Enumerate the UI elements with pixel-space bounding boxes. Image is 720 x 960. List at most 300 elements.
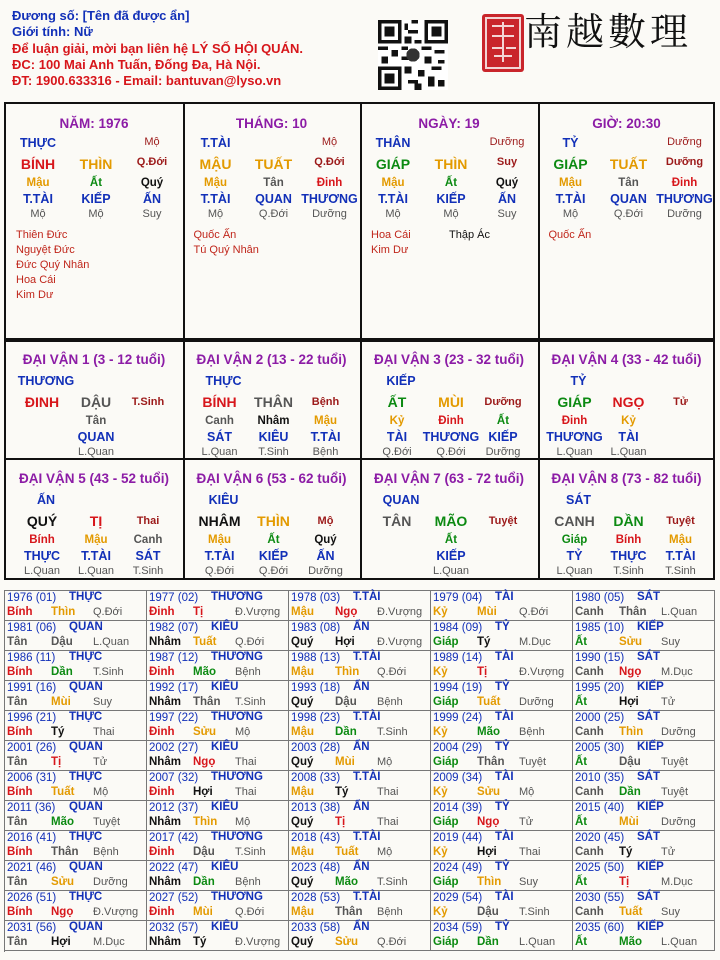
year-branch: Hợi [51,936,71,948]
dai-van-god: ẤN [36,493,56,507]
year-cell [147,801,289,831]
year-branch: Mão [51,816,74,828]
year-god: KIÊU [211,621,239,633]
year-branch: Mão [335,876,358,888]
year-stem: Ất [575,936,588,948]
year-state: Suy [661,636,680,648]
year-state: T.Sinh [377,876,408,888]
year-branch: Hợi [193,786,213,798]
year-branch: Mùi [335,756,355,768]
year-stem: Nhâm [149,876,181,888]
year-label: 1985 (10) [575,622,625,634]
year-state: Q.Đới [377,936,407,948]
year-state: Suy [93,696,112,708]
year-cell [289,801,431,831]
year-god: SÁT [637,771,660,783]
year-label: 2025 (50) [575,862,625,874]
year-cell [431,621,573,651]
year-stem: Quý [291,876,314,888]
life-state: Dưỡng [667,208,702,220]
year-cell [431,711,573,741]
life-state: T.Sinh [132,565,164,577]
year-state: Bệnh [93,846,119,858]
year-stem: Kỷ [433,906,448,918]
ten-god: T.TÀI [555,192,586,206]
year-branch: Sửu [51,876,75,888]
life-state: Mộ [443,208,459,220]
year-state: L.Quan [661,606,698,618]
year-branch: Thân [193,696,221,708]
year-cell [147,921,289,951]
year-state: M.Dục [661,666,693,678]
year-branch: Thìn [335,666,360,678]
year-label: 1980 (05) [575,592,625,604]
year-god: TỶ [495,621,510,633]
year-label: 2002 (27) [149,742,199,754]
dai-van-state: Tuyệt [666,515,695,527]
dai-van-title: ĐẠI VẬN 1 (3 - 12 tuổi) [22,352,166,367]
year-god: T.TÀI [353,891,381,903]
year-stem: Đinh [149,846,175,858]
dai-van-branch: NGỌ [612,394,645,410]
year-god: ẤN [353,801,370,813]
year-state: L.Quan [93,636,130,648]
year-cell [289,681,431,711]
year-god: QUAN [69,861,103,873]
year-label: 2035 (60) [575,922,625,934]
dai-van-god: KIÊU [208,493,239,507]
life-state: Mộ [88,208,104,220]
pillar-stem: BÍNH [20,156,56,172]
ten-god: KIẾP [436,192,466,206]
year-label: 1996 (21) [7,712,57,724]
life-state: Mộ [562,208,579,220]
special-star: Nguyệt Đức [16,244,75,256]
year-label: 1978 (03) [291,592,341,604]
year-god: SÁT [637,831,660,843]
year-branch: Dậu [335,696,357,708]
year-god: ẤN [353,621,370,633]
hidden-stem: Quý [314,534,337,546]
year-label: 1986 (11) [7,652,56,664]
pillar-title: NGÀY: 19 [418,116,480,131]
year-state: Mộ [93,786,109,798]
divider [183,104,185,338]
year-cell [147,621,289,651]
year-cell [289,861,431,891]
year-label: 1988 (13) [291,652,341,664]
year-state: Đ.Vượng [235,936,281,948]
year-cell [147,741,289,771]
ten-god: THỰC [610,549,647,563]
dai-van-branch: MÃO [434,513,468,529]
year-label: 2007 (32) [149,772,199,784]
year-stem: Bính [7,906,33,918]
year-label: 1989 (14) [433,652,483,664]
year-stem: Mậu [291,606,314,618]
hidden-stem: Đinh [561,415,588,427]
dai-van-branch: DẬU [80,394,112,410]
ten-god: ẤN [142,192,162,206]
year-branch: Thân [477,756,505,768]
hidden-stem: Ất [444,177,458,189]
year-state: Tử [661,696,676,708]
pillar-title: NĂM: 1976 [59,116,129,131]
year-god: SÁT [637,651,660,663]
year-cell [5,861,147,891]
year-branch: Tuất [477,696,501,708]
year-cell [431,801,573,831]
ten-god: SÁT [207,430,232,444]
divider [6,458,713,460]
year-state: Bệnh [377,696,403,708]
gender: Giới tính: Nữ [12,24,93,40]
hidden-stem: Mậu [669,534,692,546]
year-branch: Dần [619,786,641,798]
year-state: Tử [661,846,676,858]
pillar-top: TỶ [562,136,579,150]
year-god: KIẾP [637,921,664,933]
year-god: T.TÀI [353,831,381,843]
year-branch: Tị [619,876,630,888]
year-label: 2020 (45) [575,832,625,844]
pillar-top: Dưỡng [667,136,702,148]
year-god: KIẾP [637,741,664,753]
year-cell [573,771,715,801]
special-star: Hoa Cái [16,274,56,286]
divider [183,342,185,578]
pillar-top: Mộ [144,136,160,148]
life-state: Q.Đới [382,446,412,458]
year-stem: Tân [7,636,28,648]
year-label: 1982 (07) [149,622,199,634]
year-state: Mộ [519,786,535,798]
year-state: Suy [519,876,538,888]
year-cell [5,771,147,801]
year-state: Tuyệt [661,786,689,798]
hidden-stem: Mậu [559,177,582,189]
pillar-stem: Q.Đới [136,156,168,168]
year-stem: Kỷ [433,846,448,858]
year-state: Đ.Vượng [377,606,423,618]
year-label: 1991 (16) [7,682,57,694]
year-god: THƯƠNG [211,771,263,783]
year-branch: Mùi [477,606,497,618]
year-god: KIẾP [637,861,664,873]
life-state: Suy [497,208,517,220]
year-cell [573,711,715,741]
ten-god: THƯƠNG [301,192,358,206]
year-state: Tử [519,816,534,828]
year-label: 2014 (39) [433,802,483,814]
year-state: Bệnh [377,906,403,918]
pillar-stem: TUẤT [254,156,293,172]
phone-email-line: ĐT: 1900.633316 - Email: bantuvan@lyso.vn [12,73,282,89]
dai-van-title: ĐẠI VẬN 3 (23 - 32 tuổi) [373,352,525,367]
year-stem: Kỷ [433,786,448,798]
year-label: 1983 (08) [291,622,341,634]
ten-god: KIÊU [258,430,289,444]
year-god: TỶ [495,681,510,693]
hidden-stem: Mậu [26,177,50,189]
four-pillars-panel [4,102,715,340]
pillar-top: THỰC [19,136,57,150]
year-cell [5,711,147,741]
annual-luck-table [4,590,715,952]
special-star: Kim Dư [16,289,54,301]
pillar-stem: THÌN [434,156,468,172]
year-stem: Ất [575,816,588,828]
hidden-stem: Tân [618,177,639,189]
dai-van-god: THỰC [205,374,242,388]
year-label: 2032 (57) [149,922,199,934]
year-stem: Nhâm [149,756,181,768]
year-god: TỶ [495,921,510,933]
year-label: 2019 (44) [433,832,483,844]
header-info [12,8,372,89]
life-state: L.Quan [432,565,470,577]
year-branch: Tý [193,936,207,948]
ten-god: KIẾP [488,430,518,444]
year-label: 1999 (24) [433,712,483,724]
dai-van-branch: THÌN [257,513,290,529]
year-label: 2027 (52) [149,892,199,904]
life-state: Suy [142,208,162,220]
year-cell [431,861,573,891]
life-state: L.Quan [77,446,115,458]
life-state: Q.Đới [258,565,289,577]
year-state: Q.Đới [377,666,407,678]
year-god: ẤN [353,921,370,933]
ten-god: THỰC [23,549,61,563]
hidden-stem: Mậu [314,415,337,427]
year-branch: Mão [477,726,500,738]
hidden-stem: Ất [496,415,510,427]
year-god: THỰC [69,831,103,843]
year-branch: Tuất [193,636,217,648]
hidden-stem: Đinh [316,177,343,189]
year-stem: Bính [7,726,33,738]
year-state: T.Sinh [93,666,124,678]
year-state: Thai [519,846,541,858]
dai-van-god: SÁT [566,493,591,507]
year-state: M.Dục [93,936,125,948]
year-god: THƯƠNG [211,591,263,603]
year-god: THỰC [69,651,103,663]
year-cell [573,741,715,771]
year-stem: Quý [291,756,314,768]
year-stem: Bính [7,786,33,798]
pillar-stem: THÌN [79,156,113,172]
year-cell [431,831,573,861]
year-state: Suy [661,906,680,918]
pillar-stem: MẬU [199,156,232,172]
pillar-stem: Q.Đới [314,156,345,168]
year-cell [5,651,147,681]
year-cell [431,891,573,921]
life-state: Dưỡng [308,565,343,577]
life-state: L.Quan [201,446,238,458]
ten-god: T.TÀI [23,192,53,206]
hidden-stem: Mậu [381,177,405,189]
year-stem: Đinh [149,606,175,618]
year-cell [147,861,289,891]
year-state: Thai [377,816,399,828]
year-cell [289,771,431,801]
year-stem: Đinh [149,726,175,738]
year-state: Q.Đới [519,606,549,618]
year-label: 1990 (15) [575,652,625,664]
year-cell [573,651,715,681]
year-god: TÀI [495,771,514,783]
year-cell [5,831,147,861]
year-state: Tuyệt [519,756,547,768]
year-branch: Thìn [477,876,502,888]
year-label: 2030 (55) [575,892,625,904]
year-label: 2034 (59) [433,922,483,934]
year-stem: Nhâm [149,936,181,948]
dai-van-god: QUAN [382,493,420,507]
dai-van-title: ĐẠI VẬN 8 (73 - 82 tuổi) [551,471,702,486]
year-label: 1987 (12) [149,652,199,664]
year-label: 1993 (18) [291,682,341,694]
year-god: QUAN [69,921,103,933]
year-stem: Tân [7,816,28,828]
year-god: ẤN [353,681,370,693]
year-branch: Mão [193,666,216,678]
life-state: L.Quan [23,565,61,577]
year-branch: Thân [51,846,79,858]
year-state: Dưỡng [93,876,128,888]
life-state: L.Quan [610,446,647,458]
life-state: L.Quan [556,565,593,577]
year-cell [431,741,573,771]
year-cell [289,741,431,771]
year-stem: Canh [575,786,604,798]
year-god: T.TÀI [353,591,381,603]
year-branch: Dậu [51,636,73,648]
year-state: T.Sinh [235,696,266,708]
year-state: Mộ [235,816,251,828]
year-branch: Dần [51,666,73,678]
pillar-top: Dưỡng [489,136,525,148]
year-stem: Giáp [433,636,459,648]
year-god: KIÊU [211,741,239,753]
life-state: Dưỡng [485,446,521,458]
year-cell [573,621,715,651]
pillar-stem: GIÁP [553,156,588,172]
year-branch: Thân [619,606,647,618]
ten-god: QUAN [77,430,115,444]
year-branch: Hợi [477,846,497,858]
year-state: T.Sinh [519,906,550,918]
year-cell [573,891,715,921]
year-stem: Quý [291,816,314,828]
year-state: Bệnh [519,726,545,738]
divider [538,342,540,578]
year-stem: Ất [575,756,588,768]
year-branch: Tý [51,726,65,738]
life-state: Bệnh [312,446,339,458]
year-cell [573,831,715,861]
year-god: KIẾP [637,801,664,813]
year-god: TỶ [495,801,510,813]
ten-god: T.TÀI [310,430,341,444]
year-branch: Tuất [51,786,75,798]
year-branch: Thìn [193,816,218,828]
year-label: 2033 (58) [291,922,341,934]
year-state: Thai [235,756,257,768]
year-stem: Bính [7,666,33,678]
year-label: 2006 (31) [7,772,57,784]
life-state: Dưỡng [312,208,347,220]
year-branch: Dậu [619,756,641,768]
year-god: THƯƠNG [211,891,263,903]
year-god: TÀI [495,591,514,603]
year-label: 2008 (33) [291,772,341,784]
year-cell [147,771,289,801]
divider [538,104,540,338]
year-stem: Quý [291,696,314,708]
year-cell [5,801,147,831]
year-branch: Tý [477,636,491,648]
year-stem: Quý [291,936,314,948]
year-branch: Tị [477,666,488,678]
year-stem: Mậu [291,786,314,798]
hidden-stem: Quý [495,177,519,189]
hidden-stem: Tân [85,415,107,427]
year-god: TÀI [495,711,514,723]
year-state: Thai [93,726,115,738]
year-stem: Giáp [433,696,459,708]
hidden-stem: Đinh [671,177,698,189]
year-branch: Hợi [335,636,355,648]
year-god: KIẾP [637,621,664,633]
year-stem: Nhâm [149,636,181,648]
life-state: Q.Đới [204,565,235,577]
year-branch: Dần [193,876,215,888]
dai-van-branch: MÙI [438,394,464,410]
year-stem: Canh [575,726,604,738]
special-star: Kim Dư [371,244,409,256]
year-branch: Sửu [335,936,359,948]
year-branch: Tuất [619,906,643,918]
dai-van-stem: QUÝ [26,513,58,529]
year-cell [289,621,431,651]
year-state: Tử [93,756,108,768]
year-state: Bệnh [235,666,261,678]
year-stem: Ất [575,696,588,708]
year-branch: Dậu [193,846,215,858]
year-label: 2011 (36) [7,802,56,814]
qr-code-icon [378,20,448,90]
hidden-stem: Canh [205,415,234,427]
year-branch: Thìn [619,726,644,738]
year-stem: Canh [575,906,604,918]
year-label: 2018 (43) [291,832,341,844]
year-label: 2003 (28) [291,742,341,754]
ten-god: T.TÀI [665,549,696,563]
year-branch: Tuất [335,846,359,858]
year-branch: Dần [477,936,499,948]
year-state: T.Sinh [235,846,266,858]
dai-van-state: Mộ [317,515,334,527]
year-cell [431,681,573,711]
hidden-stem: Bính [29,534,55,546]
year-label: 1976 (01) [7,592,57,604]
year-stem: Ất [575,636,588,648]
year-branch: Dần [335,726,357,738]
